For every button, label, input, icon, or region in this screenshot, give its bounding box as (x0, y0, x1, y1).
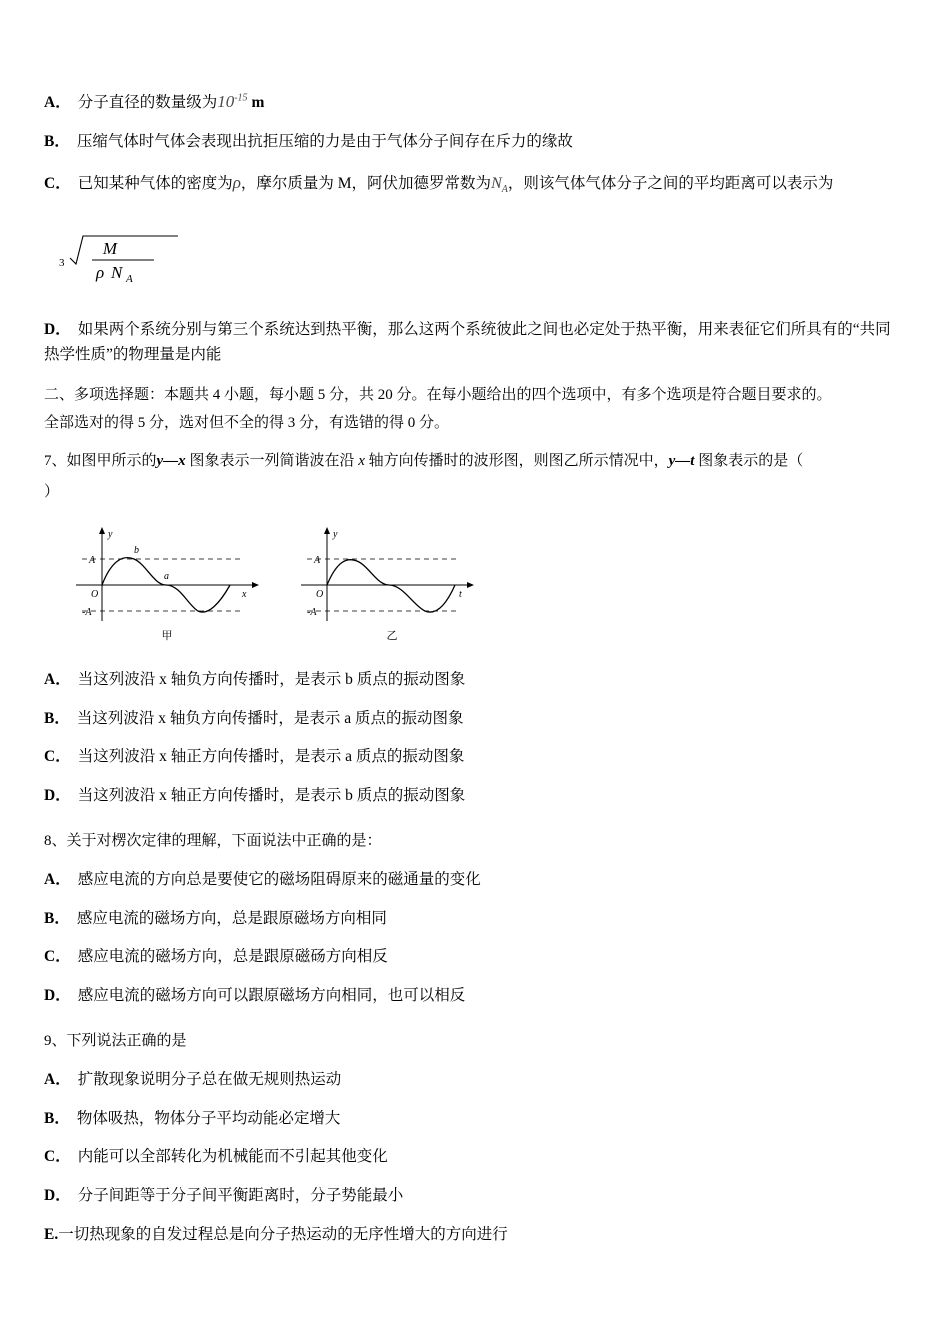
q7-italic-yt: y—t (668, 453, 695, 470)
q7-option-c (44, 745, 906, 770)
q9-option-e-label: E. (44, 1225, 59, 1243)
figure-jia-wave-yx (64, 523, 274, 643)
label-x-left: x (242, 588, 247, 600)
unit-meter: m (251, 94, 265, 111)
q9-option-b-label: B． (44, 1109, 70, 1127)
y-axis-arrow-left (99, 527, 105, 534)
q7-part3: 轴方向传播时的波形图，则图乙所示情况中， (364, 453, 669, 470)
q7-option-b (44, 707, 906, 732)
denominator-sub-text: A (126, 272, 133, 285)
label-negA-right: -A (307, 606, 317, 618)
q7-part1: 7、如图甲所示的 (44, 453, 157, 470)
question-9-stem: 9、下列说法正确的是 (44, 1033, 187, 1049)
option-d-label: D． (44, 320, 71, 338)
q9-option-d-text: 分子间距等于分子间平衡距离时，分子势能最小 (77, 1187, 404, 1205)
q7-option-a-text: 当这列波沿 x 轴负方向传播时，是表示 b 质点的振动图象 (77, 670, 466, 688)
q8-option-d-text: 感应电流的磁场方向可以跟原磁场方向相同，也可以相反 (77, 987, 466, 1005)
q9-option-a (44, 1068, 906, 1093)
x-axis-arrow-right (467, 582, 474, 588)
q8-option-a-text: 感应电流的方向总是要使它的磁场阻碍原来的磁通量的变化 (77, 870, 481, 888)
option-c-label: C． (44, 174, 71, 192)
q9-option-e (44, 1223, 906, 1248)
formula-svg (58, 224, 238, 288)
q8-option-a-label: A． (44, 870, 71, 888)
option-d-text: 如果两个系统分别与第三个系统达到热平衡，那么这两个系统彼此之间也必定处于热平衡，用来表征它们所具有的“共同热学性质”的物理量是内能 (44, 320, 891, 363)
q8-option-c-text: 感应电流的磁场方向，总是跟原磁砀方向相反 (77, 948, 388, 966)
power-base: $10^{-15}$ (217, 92, 248, 111)
q8-option-c-label: C． (44, 948, 71, 966)
q8-option-b-label: B． (44, 909, 70, 927)
option-c-gas-density (44, 169, 906, 198)
q7-option-c-text: 当这列波沿 x 轴正方向传播时，是表示 a 质点的振动图象 (77, 748, 465, 766)
q9-option-d (44, 1184, 906, 1209)
denominator-rho-text: ρ (96, 262, 105, 282)
label-y-right: y (333, 528, 338, 540)
q7-option-d-label: D． (44, 787, 71, 805)
option-a-molecule-diameter (44, 88, 906, 116)
q9-option-b (44, 1107, 906, 1132)
option-a-text-before: 分子直径的数量级为 (77, 94, 218, 111)
q7-option-b-label: B． (44, 709, 70, 727)
section-heading-line1: 二、多项选择题：本题共 4 小题，每小题 5 分，共 20 分。在每小题给出的四个选项中，有多个选项是符合题目要求的。 (44, 387, 832, 404)
q8-option-d-label: D． (44, 987, 71, 1005)
label-y-left: y (108, 528, 113, 540)
q7-option-d (44, 784, 906, 809)
numerator-text: M (102, 238, 118, 258)
question-7-stem (44, 449, 906, 474)
label-t-right: t (459, 588, 462, 600)
section-heading-line2: 全部选对的得 5 分，选对但不全的得 3 分，有选错的得 0 分。 (44, 415, 450, 432)
q7-option-c-label: C． (44, 748, 71, 766)
denominator-n-text: N (111, 262, 123, 282)
label-point-b: b (134, 544, 139, 556)
option-c-text-part3: ，则该气体气体分子之间的平均距离可以表示为 (507, 174, 834, 192)
y-axis-arrow-right (324, 527, 330, 534)
option-d-thermal-equilibrium (44, 318, 906, 368)
option-c-text-part1: 已知某种气体的密度为 (77, 174, 233, 192)
question-7-stem-close: ） (44, 484, 60, 501)
wave-figures-container (44, 523, 906, 648)
option-b-text: 压缩气体时气体会表现出抗拒压缩的力是由于气体分子间存在斥力的缘故 (76, 132, 573, 150)
q9-option-c-text: 内能可以全部转化为机械能而不引起其他变化 (77, 1148, 388, 1166)
q7-italic-x: x (358, 453, 365, 470)
option-b-gas-compression (44, 130, 906, 155)
symbol-avogadro: $N_A$ (491, 174, 508, 195)
wave-curve-right (327, 560, 455, 612)
q9-option-a-text: 扩散现象说明分子总在做无规则热运动 (77, 1070, 342, 1088)
label-O-left: O (91, 588, 99, 600)
x-axis-arrow-left (252, 582, 259, 588)
q7-option-a-label: A． (44, 670, 71, 688)
q9-option-c-label: C． (44, 1148, 71, 1166)
q9-option-d-label: D． (44, 1187, 71, 1205)
q9-option-b-text: 物体吸热，物体分子平均动能必定增大 (76, 1109, 341, 1127)
label-negA-left: -A (82, 606, 92, 618)
option-c-text-part2: ，摩尔质量为 M，阿伏加德罗常数为 (240, 174, 492, 192)
option-b-label: B． (44, 132, 70, 150)
q7-option-a (44, 668, 906, 693)
q7-italic-yx: y—x (156, 453, 186, 470)
document-content (44, 88, 906, 1262)
q7-option-d-text: 当这列波沿 x 轴正方向传播时，是表示 b 质点的振动图象 (77, 787, 466, 805)
q7-option-b-text: 当这列波沿 x 轴负方向传播时，是表示 a 质点的振动图象 (76, 709, 464, 727)
label-O-right: O (316, 588, 324, 600)
cube-root-formula (58, 224, 238, 288)
label-A-right: A (314, 554, 321, 566)
q9-option-c (44, 1145, 906, 1170)
q8-option-a (44, 868, 906, 893)
q7-part2: 图象表示一列简谐波在沿 (185, 453, 359, 470)
q8-option-c (44, 945, 906, 970)
q9-option-a-label: A． (44, 1070, 71, 1088)
label-point-a: a (164, 570, 169, 582)
figure-label-jia: 甲 (161, 629, 173, 642)
q7-part4: 图象表示的是（ (694, 453, 804, 470)
q8-option-b-text: 感应电流的磁场方向，总是跟原磁场方向相同 (76, 909, 387, 927)
label-A-left: A (89, 554, 96, 566)
option-a-label: A． (44, 94, 71, 111)
figure-label-yi: 乙 (386, 629, 398, 642)
root-index-text: 3 (59, 256, 65, 269)
q8-option-b (44, 907, 906, 932)
q9-option-e-text: 一切热现象的自发过程总是向分子热运动的无序性增大的方向进行 (58, 1225, 508, 1243)
q8-option-d (44, 984, 906, 1009)
symbol-rho: ρ (232, 172, 241, 192)
question-8-stem: 8、关于对楞次定律的理解，下面说法中正确的是： (44, 833, 382, 850)
figure-yi-wave-yt (289, 523, 499, 643)
